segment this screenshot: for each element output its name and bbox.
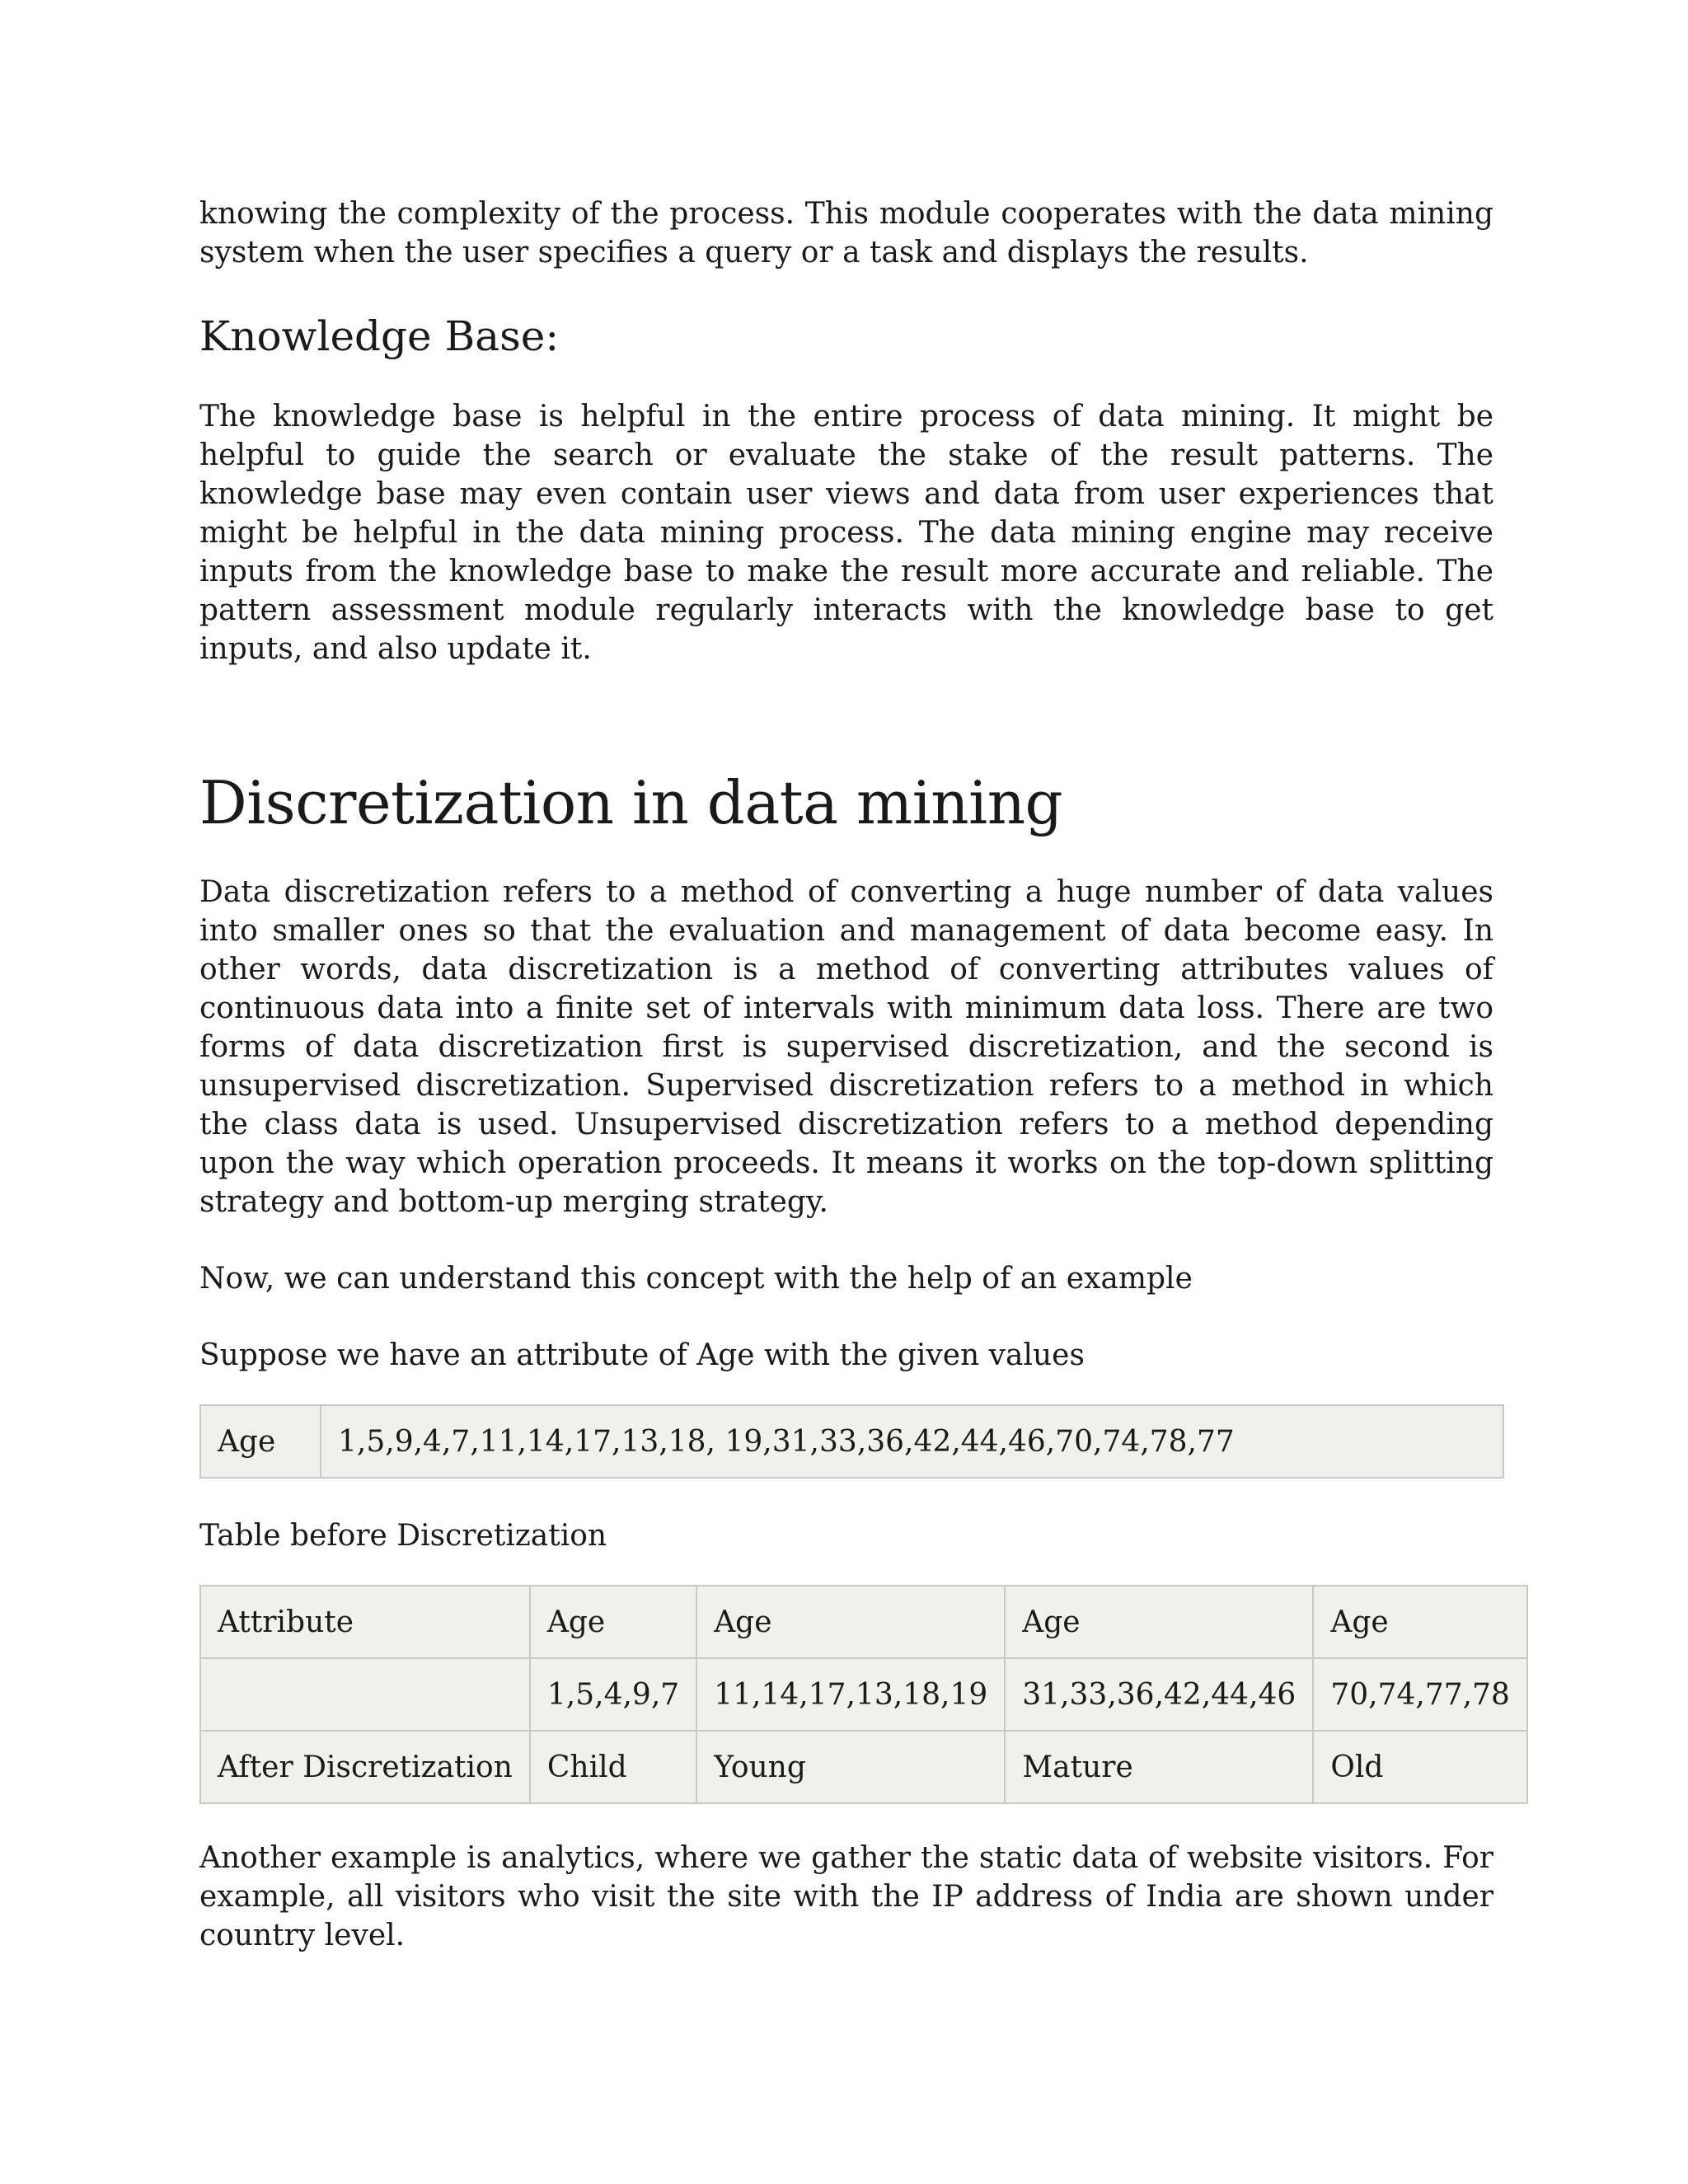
table-cell: Age xyxy=(1005,1586,1313,1658)
discretization-paragraph: Data discretization refers to a method of converting a huge number of data values into smaller ones so that the evaluation and management of data become easy. In other words, data discretization is a method of converting attributes values of continuous data into a finite set of intervals with minimum data loss. There are two forms of data discretization first is supervised discretization, and the second is unsupervised discretization. Supervised discretization refers to a method in which the class data is used. Unsupervised discretization refers to a method depending upon the way which operation proceeds. It means it works on the top-down splitting strategy and bottom-up merging strategy. xyxy=(199,875,1493,1219)
example-intro-text: Now, we can understand this concept with the help of an example xyxy=(199,1262,1193,1296)
table-row xyxy=(200,1658,1527,1731)
knowledge-base-heading: Knowledge Base: xyxy=(199,312,560,360)
table-cell: Age xyxy=(1313,1586,1527,1658)
table-caption: Table before Discretization xyxy=(199,1519,607,1553)
closing-paragraph: Another example is analytics, where we gather the static data of website visitors. For example, all visitors who visit the site with the IP address of India are shown under country level. xyxy=(199,1841,1493,1952)
suppose-text: Suppose we have an attribute of Age with the given values xyxy=(199,1338,1085,1372)
discretization-heading: Discretization in data mining xyxy=(199,768,1063,837)
table-cell: Age xyxy=(530,1586,696,1658)
age-label-cell: Age xyxy=(200,1405,321,1478)
table-cell: Old xyxy=(1313,1731,1527,1803)
table-cell: Child xyxy=(530,1731,696,1803)
knowledge-base-paragraph: The knowledge base is helpful in the entire process of data mining. It might be helpful to guide the search or evaluate the stake of the result patterns. The knowledge base may even contain user views and data from user experiences that might be helpful in the data mining process. The data mining engine may receive inputs from the knowledge base to make the result more accurate and reliable. The pattern assessment module regularly interacts with the knowledge base to get inputs, and also update it. xyxy=(199,400,1493,666)
table-cell: 11,14,17,13,18,19 xyxy=(696,1658,1005,1731)
age-values-table xyxy=(199,1404,1504,1479)
intro-paragraph: knowing the complexity of the process. This module cooperates with the data mining system when the user specifies a query or a task and displays the results. xyxy=(199,197,1493,269)
table-cell: Mature xyxy=(1005,1731,1313,1803)
table-cell: Young xyxy=(696,1731,1005,1803)
table-cell: Attribute xyxy=(200,1586,530,1658)
table-row xyxy=(200,1731,1527,1803)
table-cell: 70,74,77,78 xyxy=(1313,1658,1527,1731)
table-row xyxy=(200,1586,1527,1658)
document-page xyxy=(199,194,1510,1955)
table-cell: 1,5,4,9,7 xyxy=(530,1658,696,1731)
table-cell: Age xyxy=(696,1586,1005,1658)
table-cell: 31,33,36,42,44,46 xyxy=(1005,1658,1313,1731)
table-cell xyxy=(200,1658,530,1731)
age-values-cell: 1,5,9,4,7,11,14,17,13,18, 19,31,33,36,42,44,46,70,74,78,77 xyxy=(321,1405,1503,1478)
table-cell: After Discretization xyxy=(200,1731,530,1803)
discretization-table xyxy=(199,1585,1528,1804)
table-row xyxy=(200,1405,1503,1478)
